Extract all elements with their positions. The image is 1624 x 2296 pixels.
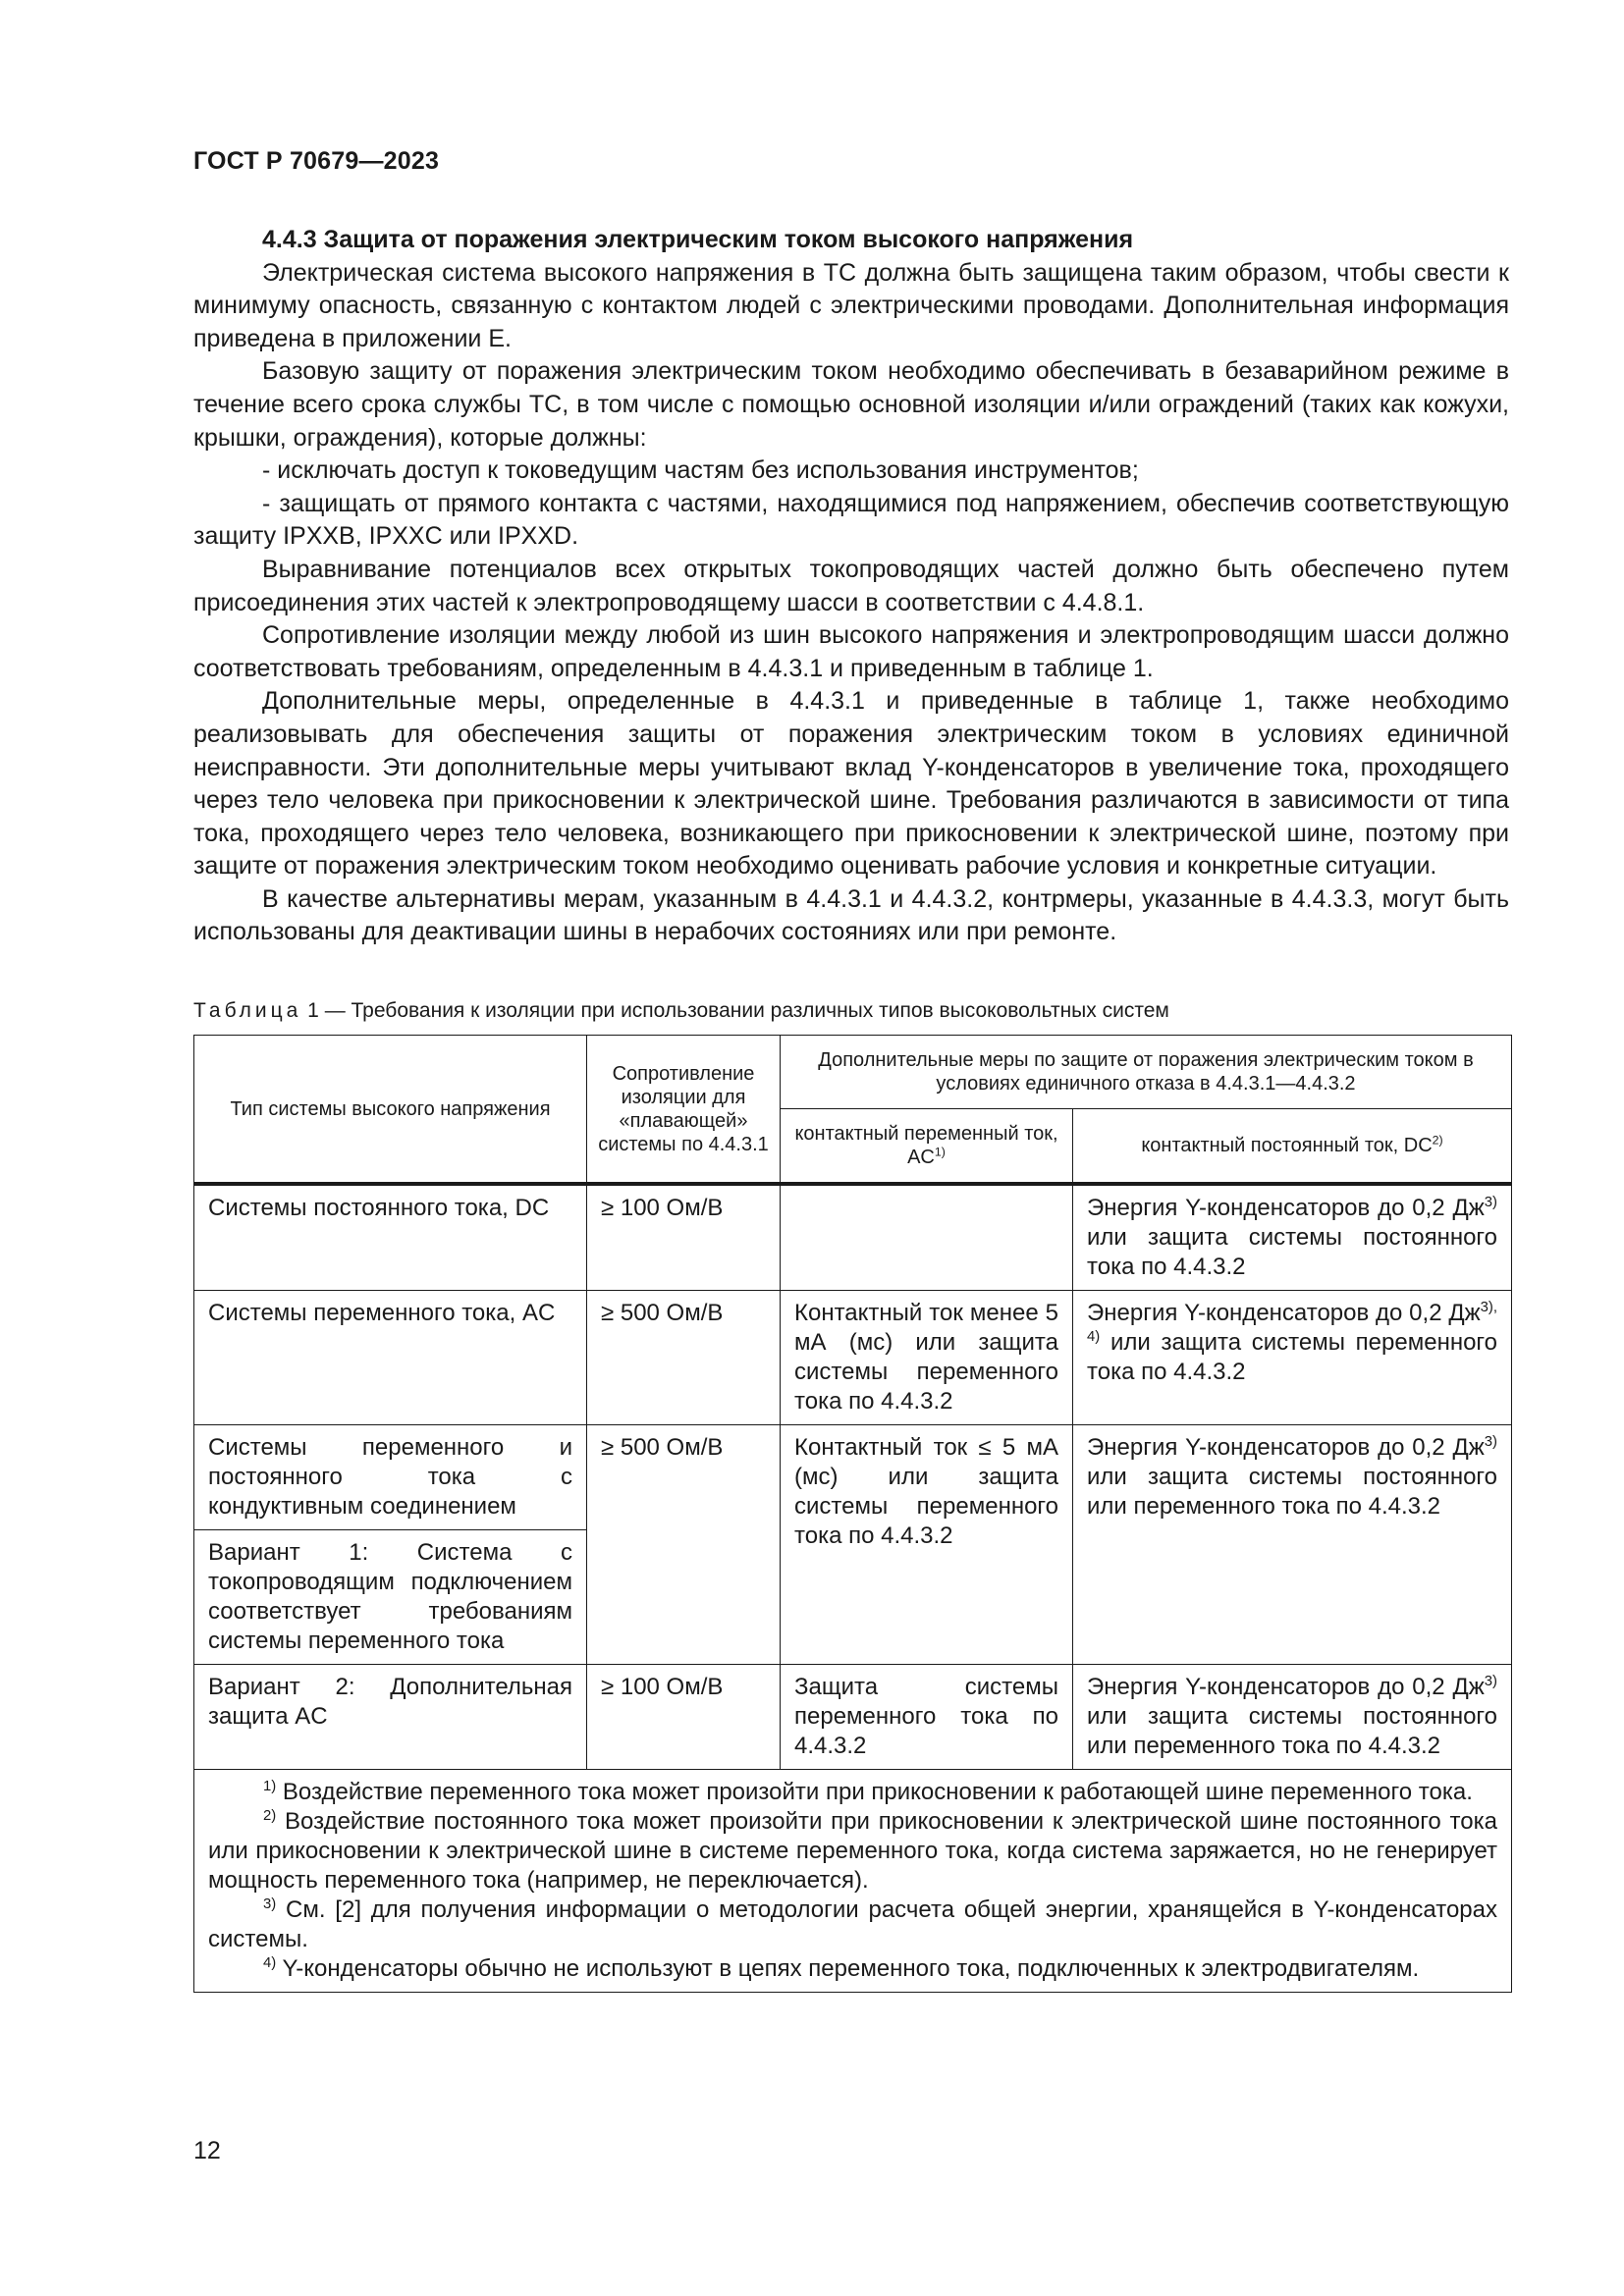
header-system-type: Тип системы высокого напряжения: [194, 1036, 587, 1185]
cell-system-variant: Вариант 1: Система с токопроводящим подключением соответствует требованиям системы переменного тока: [194, 1530, 587, 1665]
table-row: [194, 1425, 1512, 1530]
cell-ac: Контактный ток менее 5 мА (мс) или защита системы переменного тока по 4.4.3.2: [781, 1291, 1073, 1425]
table-header-row: [194, 1036, 1512, 1109]
table-footnotes-row: [194, 1770, 1512, 1993]
cell-ac: Контактный ток ≤ 5 мА (мс) или защита системы переменного тока по 4.4.3.2: [781, 1425, 1073, 1665]
paragraph: Дополнительные меры, определенные в 4.4.3.1 и приведенные в таблице 1, также необходимо реализовывать для обеспечения защиты от поражения электрическим током в условиях единичной неисправности. Эти дополнительные меры учитывают вклад Y-конденсаторов в увеличение тока, проходящего через тело человека при прикосновении к электрической шине. Требования различаются в зависимости от типа тока, проходящего через тело человека, возникающего при прикосновении к электрической шине, поэтому при защите от поражения электрическим током необходимо оценивать рабочие условия и конкретные ситуации.: [193, 687, 1509, 881]
cell-system-type: Системы переменного и постоянного тока с кондуктивным соединением: [194, 1425, 587, 1530]
table-caption-label: Таблица: [193, 999, 302, 1022]
table-row: [194, 1291, 1512, 1425]
cell-ac: Защита системы переменного тока по 4.4.3.2: [781, 1665, 1073, 1770]
cell-ac: [781, 1184, 1073, 1291]
cell-system-type: Системы постоянного тока, DC: [194, 1184, 587, 1291]
section-heading: 4.4.3 Защита от поражения электрическим током высокого напряжения: [262, 226, 1134, 253]
cell-resistance: ≥ 500 Ом/В: [587, 1425, 781, 1665]
cell-dc: Энергия Y-конденсаторов до 0,2 $Дж^{3), 4)}$ или защита системы переменного тока по 4.4.3.2: [1073, 1291, 1512, 1425]
paragraph: Электрическая система высокого напряжения в ТС должна быть защищена таким образом, чтобы свести к минимуму опасность, связанную с контактом людей с электрическими проводами. Дополнительная информация приведена в приложении Е.: [193, 258, 1509, 352]
cell-system-type: Вариант 2: Дополнительная защита AC: [194, 1665, 587, 1770]
footnote: $^{2)}$ Воздействие постоянного тока может произойти при прикосновении к электрической шине постоянного тока или прикосновении к электрической шине в системе переменного тока, когда система заряжается, но не генерирует мощность переменного тока (например, не переключается).: [208, 1807, 1497, 1894]
table-caption-text: 1 — Требования к изоляции при использовании различных типов высоковольтных систем: [301, 999, 1169, 1022]
header-resistance: Сопротивление изоляции для «плавающей» системы по 4.4.3.1: [587, 1036, 781, 1185]
page-number: 12: [193, 2137, 221, 2164]
cell-resistance: ≥ 500 Ом/В: [587, 1291, 781, 1425]
cell-resistance: ≥ 100 Ом/В: [587, 1184, 781, 1291]
header-ac: контактный переменный ток, AC$^{1)}$: [781, 1109, 1073, 1185]
footnote: $^{4)}$ Y-конденсаторы обычно не используют в цепях переменного тока, подключенных к электродвигателям.: [263, 1954, 1420, 1982]
list-item: - исключать доступ к токоведущим частям без использования инструментов;: [262, 456, 1139, 485]
table-row: [194, 1184, 1512, 1291]
header-additional-measures: Дополнительные меры по защите от поражения электрическим током в условиях единичного отказа в 4.4.3.1—4.4.3.2: [781, 1036, 1512, 1109]
table-caption: [193, 999, 1169, 1023]
paragraph: Сопротивление изоляции между любой из шин высокого напряжения и электропроводящим шасси должно соответствовать требованиям, определенным в 4.4.3.1 и приведенным в таблице 1.: [193, 621, 1509, 682]
cell-dc: Энергия Y-конденсаторов до 0,2 $Дж^{3)}$ или защита системы постоянного или переменного тока по 4.4.3.2: [1073, 1665, 1512, 1770]
footnote: $^{3)}$ См. [2] для получения информации о методологии расчета общей энергии, хранящейся в Y-конденсаторах системы.: [208, 1896, 1497, 1952]
cell-system-type: Системы переменного тока, AC: [194, 1291, 587, 1425]
document-id: ГОСТ Р 70679—2023: [193, 147, 440, 175]
paragraph: Выравнивание потенциалов всех открытых токопроводящих частей должно быть обеспечено путем присоединения этих частей к электропроводящему шасси в соответствии с 4.4.8.1.: [193, 555, 1509, 616]
list-item: - защищать от прямого контакта с частями, находящимися под напряжением, обеспечив соответствующую защиту IPXXB, IPXXC или IPXXD.: [193, 489, 1509, 551]
requirements-table: [193, 1035, 1512, 1993]
table-row: [194, 1665, 1512, 1770]
footnote: $^{1)}$ Воздействие переменного тока может произойти при прикосновении к работающей шине переменного тока.: [263, 1778, 1473, 1805]
cell-dc: Энергия Y-конденсаторов до 0,2 $Дж^{3)}$ или защита системы постоянного тока по 4.4.3.2: [1073, 1184, 1512, 1291]
header-dc: контактный постоянный ток, DC$^{2)}$: [1073, 1109, 1512, 1185]
cell-resistance: ≥ 100 Ом/В: [587, 1665, 781, 1770]
table-footnotes: [194, 1770, 1512, 1993]
paragraph: Базовую защиту от поражения электрическим током необходимо обеспечивать в безаварийном режиме в течение всего срока службы ТС, в том числе с помощью основной изоляции и/или ограждений (таких как кожухи, крышки, ограждения), которые должны:: [193, 357, 1509, 452]
cell-dc: Энергия Y-конденсаторов до 0,2 $Дж^{3)}$ или защита системы постоянного или переменного тока по 4.4.3.2: [1073, 1425, 1512, 1665]
section-body: [193, 224, 1509, 949]
paragraph: В качестве альтернативы мерам, указанным в 4.4.3.1 и 4.4.3.2, контрмеры, указанные в 4.4.3.3, могут быть использованы для деактивации шины в нерабочих состояниях или при ремонте.: [193, 884, 1509, 946]
